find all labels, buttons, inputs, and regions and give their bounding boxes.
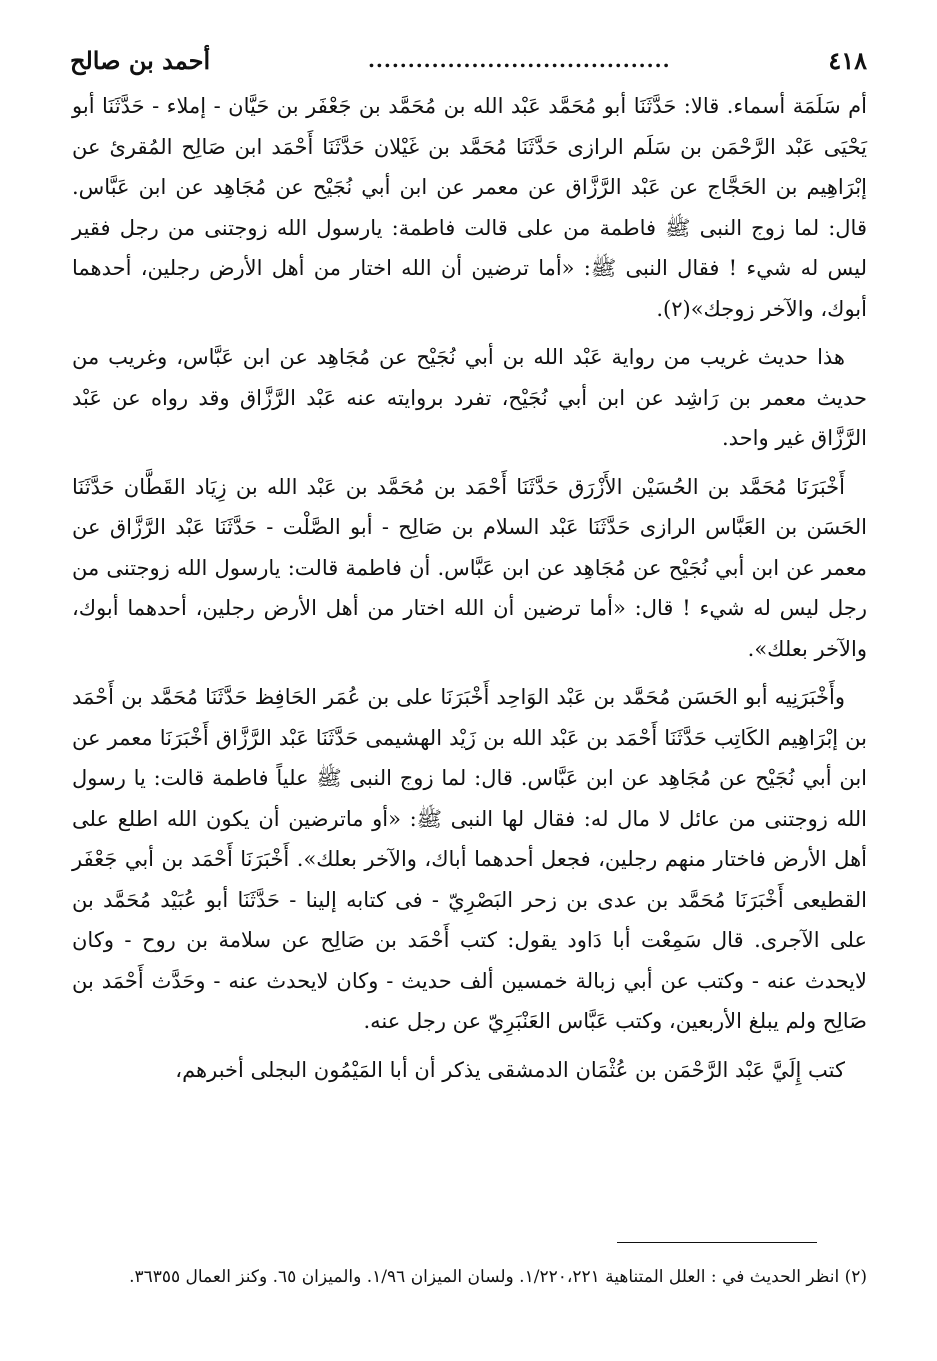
page-number: ٤١٨ [828, 45, 867, 75]
running-title: أحمد بن صالح [70, 45, 211, 75]
paragraph-4: وأَخْبَرَنِيه أبو الحَسَن مُحَمَّد بن عَبْد الوَاحِد أَخْبَرَنَا على بن عُمَر الحَافِظ حَدَّثَنَا مُحَمَّد بن أَحْمَد بن إبْرَاهِيم الكَاتِب حَدَّثَنَا أَحْمَد بن عَبْد الله بن زَيْد الهشيمى حَدَّثَنَا عَبْد الرَّزَّاق أَخْبَرَنَا معمر عن ابن أبي نُجَيْح عن مُجَاهِد عن ابن عَبَّاس. قال: لما زوج النبى ﷺ علياً فاطمة قالت: يا رسول الله زوجتنى من عائل لا مال له: فقال لها النبى ﷺ: «أو ماترضين أن يكون الله اطلع على أهل الأرض فاختار منهم رجلين، فجعل أحدهما أباك، والآخر بعلك». أَخْبَرَنَا أَحْمَد بن أبي جَعْفَر القطيعى أَخْبَرَنَا مُحَمَّد بن عدى بن زحر البَصْرِيّ - فى كتابه إلينا - حَدَّثَنَا أبو عُبَيْد مُحَمَّد بن على الآجرى. قال سَمِعْت أبا دَاود يقول: كتب أَحْمَد بن صَالِح عن سلامة بن روح - وكان لايحدث عنه - وكتب عن أبي زبالة خمسين ألف حديث - وكان لايحدث عنه - وحَدَّث أَحْمَد بن صَالِح ولم يبلغ الأربعين، وكتب عَبَّاس العَنْبَرِيّ عن رجل عنه. [72, 685, 867, 1033]
footnote-divider [617, 1242, 817, 1243]
footnote: (٢) انظر الحديث في : العلل المتناهية ١/٢٢٠،٢٢١. ولسان الميزان ١/٩٦. والميزان ٦٥. وكنز العمال ٣٦٣٥٥. [129, 1267, 867, 1287]
header-dot-leader: ...................................... [367, 48, 671, 72]
paragraph-5: كتب إِلَيَّ عَبْد الرَّحْمَن بن عُثْمَان الدمشقى يذكر أن أبا المَيْمُون البجلى أخبرهم، [175, 1057, 845, 1082]
paragraph-1: أم سَلَمَة أسماء. قالا: حَدَّثَنَا أبو مُحَمَّد عَبْد الله بن مُحَمَّد بن جَعْفَر بن حَيَّان - إملاء - حَدَّثَنَا أبو يَحْيَى عَبْد الرَّحْمَن بن سَلَم الرازى حَدَّثَنَا مُحَمَّد بن غَيْلان حَدَّثَنَا أَحْمَد ابن صَالِح المُقرئ عن إبْرَاهِيم بن الحَجَّاج عن عَبْد الرَّزَّاق عن معمر عن ابن أبي نُجَيْح عن مُجَاهِد عن ابن عَبَّاس. قال: لما زوج النبى ﷺ فاطمة من على قالت فاطمة: يارسول الله زوجتنى من رجل فقير ليس له شيء ! فقال النبى ﷺ: «أما ترضين أن الله اختار من أهل الأرض رجلين، أحدهما أبوك، والآخر زوجك»(٢). [72, 94, 867, 321]
page-header [70, 40, 867, 80]
paragraph-2: هذا حديث غريب من رواية عَبْد الله بن أبي نُجَيْح عن مُجَاهِد عن ابن عَبَّاس، وغريب من حديث معمر بن رَاشِد عن ابن أبي نُجَيْح، تفرد بروايته عنه عَبْد الرَّزَّاق وقد رواه عن عَبْد الرَّزَّاق غير واحد. [72, 345, 867, 450]
paragraph-3: أَخْبَرَنَا مُحَمَّد بن الحُسَيْن الأَزْرَق حَدَّثَنَا أَحْمَد بن مُحَمَّد بن عَبْد الله بن زِيَاد القَطَّان حَدَّثَنَا الحَسَن بن العَبَّاس الرازى حَدَّثَنَا عَبْد السلام بن صَالِح - أبو الصَّلْت - حَدَّثَنَا عَبْد الرَّزَّاق عن معمر عن ابن أبي نُجَيْح عن مُجَاهِد عن ابن عَبَّاس. أن فاطمة قالت: يارسول الله زوجتنى من رجل ليس له شيء ! قال: «أما ترضين أن الله اختار من أهل الأرض رجلين، أحدهما أبوك، والآخر بعلك». [72, 474, 867, 661]
main-text [72, 86, 867, 1098]
